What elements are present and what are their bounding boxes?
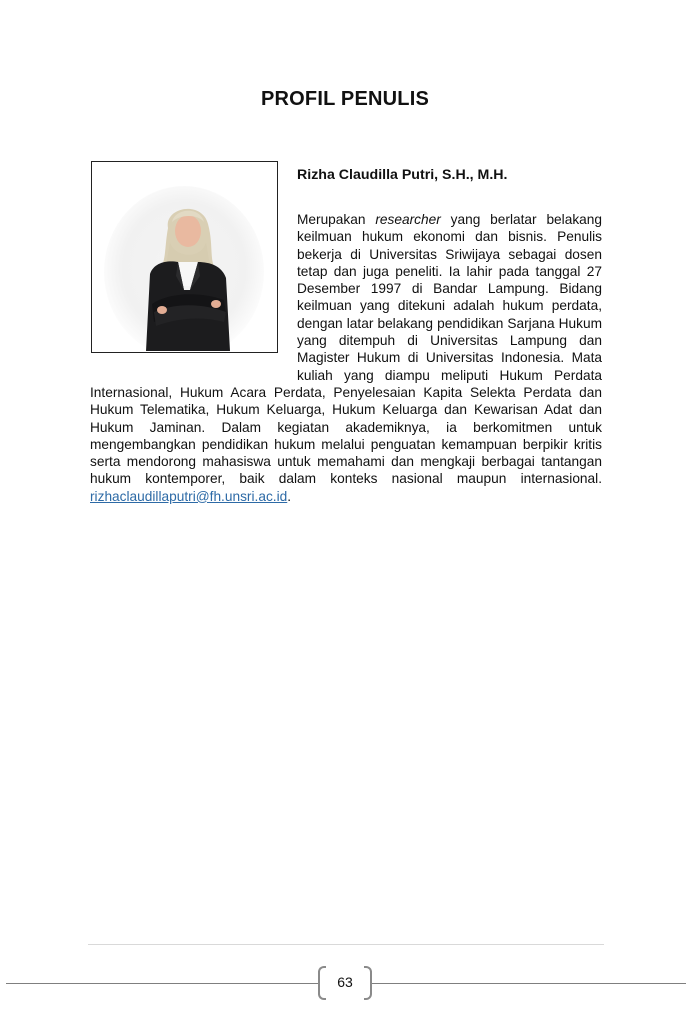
bio-main-text: yang berlatar belakang keilmuan hukum ekonomi dan bisnis. Penulis bekerja di Universitas Sriwijaya sebagai dosen tetap dan juga peneliti. Ia lahir pada tanggal 27 Desember 1997 di Bandar Lampung. Bidang keilmuan yang ditekuni adalah hukum perdata, dengan latar belakang pendidikan Sarjana Hukum yang ditempuh di Universitas Lampung dan Magister Hukum di Universitas Indonesia. Mata kuliah yang diampu meliputi Hukum Perdata Internasional, Hukum Acara Perdata, Penyelesaian Kapita Selekta Perdata dan Hukum Telematika, Hukum Keluarga, Hukum Keluarga dan Kewarisan Adat dan Hukum Jaminan. Dalam kegiatan akademiknya, ia berkomitmen untuk mengembangkan pendidikan hukum melalui penguatan kemampuan berpikir kritis serta mendorong mahasiswa untuk memahami dan mengkaji berbagai tantangan hukum kontemporer, baik dalam konteks nasional maupun internasional. (90, 212, 603, 487)
footer-divider (88, 944, 604, 945)
author-bio (90, 211, 602, 505)
email-link[interactable]: rizhaclaudillaputri@fh.unsri.ac.id (90, 488, 288, 504)
page-number-bracket-left (318, 966, 326, 1000)
page-line-right (370, 983, 686, 984)
page-number-bracket-right (364, 966, 372, 1000)
author-name: Rizha Claudilla Putri, S.H., M.H. (297, 167, 508, 183)
page-title: PROFIL PENULIS (260, 88, 429, 110)
photo-text-wrap-spacer (90, 211, 297, 367)
bio-end: . (287, 488, 292, 504)
bio-prefix: Merupakan (297, 212, 376, 227)
page-line-left (6, 983, 320, 984)
page-number: 63 (337, 974, 353, 990)
bio-italic-term: researcher (375, 212, 441, 227)
